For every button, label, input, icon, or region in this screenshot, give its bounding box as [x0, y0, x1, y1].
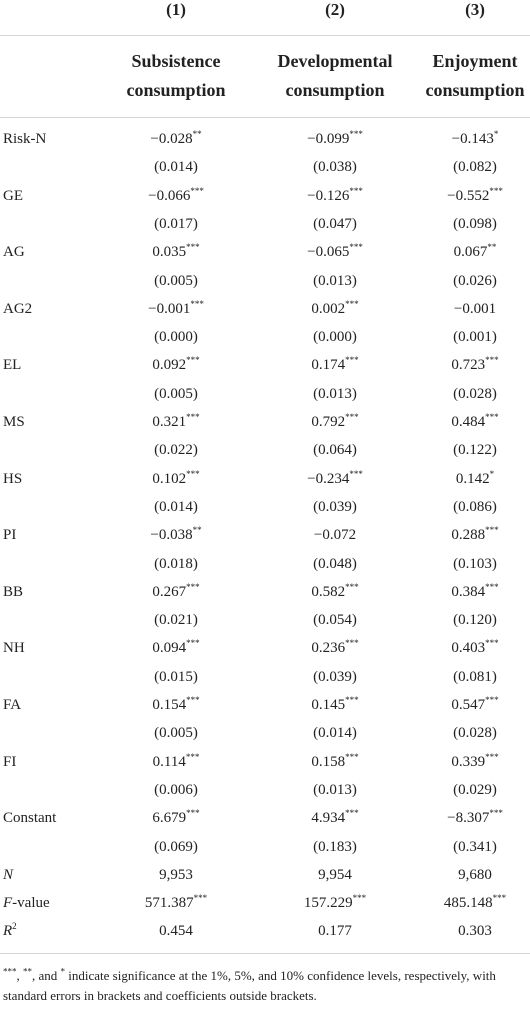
coef-stars: *** [485, 638, 499, 649]
se-cell: (0.064) [313, 442, 357, 459]
se-cell: (0.000) [154, 329, 198, 346]
se-cell: (0.054) [313, 612, 357, 629]
se-cell: (0.183) [313, 838, 357, 855]
se-cell: (0.005) [154, 725, 198, 742]
col-number-2: (2) [325, 0, 345, 19]
se-cell: (0.001) [453, 329, 497, 346]
coef-value: −0.001 [453, 300, 497, 317]
footnote-sup-2: ** [23, 966, 32, 977]
coef-stars: *** [489, 808, 503, 819]
stat-symbol: F [3, 895, 13, 912]
coef-stars: *** [186, 581, 200, 592]
col-title-3-line1: Enjoyment [432, 51, 518, 71]
stat-label [3, 923, 17, 940]
row-label: FI [3, 753, 17, 770]
se-cell: (0.038) [313, 159, 357, 176]
stat-cell [86, 895, 266, 912]
coef-stars: * [489, 468, 495, 479]
footnote-sup-3: * [60, 966, 66, 977]
stat-label [3, 867, 13, 884]
se-cell: (0.018) [154, 555, 198, 572]
coef-cell [385, 468, 530, 488]
coef-cell [86, 468, 266, 488]
se-cell: (0.013) [313, 272, 357, 289]
stat-cell [385, 867, 530, 884]
coef-stars: *** [349, 185, 363, 196]
coef-value: 6.679 [152, 810, 187, 827]
row-label: EL [3, 357, 22, 374]
se-cell: (0.029) [453, 781, 497, 798]
stat-value: 9,953 [159, 866, 193, 883]
coef-value: −0.143 [451, 131, 494, 147]
se-cell: (0.000) [313, 329, 357, 346]
table-rule-bottom [0, 953, 530, 954]
coef-stars: *** [489, 185, 503, 196]
coef-stars: *** [345, 751, 359, 762]
se-cell: (0.014) [154, 498, 198, 515]
coef-stars: *** [186, 242, 200, 253]
se-cell: (0.017) [154, 215, 198, 232]
coef-stars: *** [185, 751, 200, 762]
footnote-sep-2: , and [32, 968, 61, 983]
coef-cell [86, 697, 266, 714]
coef-stars: ** [192, 129, 202, 139]
se-cell: (0.069) [154, 838, 198, 855]
stat-label [3, 895, 50, 912]
coef-stars: *** [349, 468, 363, 479]
coef-cell [385, 357, 530, 374]
se-cell: (0.081) [453, 668, 497, 685]
se-cell: (0.013) [313, 385, 357, 402]
col-title-1 [86, 47, 266, 105]
se-cell: (0.014) [154, 159, 198, 176]
se-cell: (0.028) [453, 385, 497, 402]
col-title-3-line2: consumption [425, 80, 525, 100]
stat-stars: *** [352, 893, 367, 904]
coef-stars: *** [485, 355, 499, 366]
se-cell: (0.028) [453, 725, 497, 742]
se-cell: (0.039) [313, 668, 357, 685]
row-label: AG [3, 244, 25, 261]
coef-cell [86, 810, 266, 827]
se-cell: (0.120) [453, 612, 497, 629]
coef-stars: *** [349, 242, 363, 253]
row-label: MS [3, 414, 25, 430]
coef-value: 0.582 [311, 583, 346, 600]
coef-value: 0.114 [152, 753, 186, 770]
coef-stars: *** [349, 129, 363, 139]
coef-stars: *** [345, 808, 359, 819]
row-label: Constant [3, 810, 57, 827]
coef-cell [86, 298, 266, 318]
coef-stars: *** [485, 581, 499, 592]
col-title-2-line2: consumption [285, 80, 385, 100]
coef-cell [385, 414, 530, 431]
coef-stars: *** [345, 638, 359, 649]
coef-cell [86, 185, 266, 205]
coef-value: 0.154 [152, 697, 187, 713]
stat-value: 0.454 [159, 923, 193, 940]
se-cell: (0.048) [313, 555, 357, 572]
header-rule-top [0, 35, 530, 36]
coef-cell [86, 527, 266, 544]
coef-value: 0.267 [152, 583, 187, 600]
footnote-text: indicate significance at the 1%, 5%, and 10% confidence levels, respectively, with standard errors in brackets and coefficients outside brackets. [3, 968, 496, 1003]
coef-value: −0.001 [148, 300, 191, 317]
coef-stars: *** [345, 412, 359, 422]
coef-value: −0.099 [307, 131, 350, 147]
coef-value: 0.067 [453, 244, 488, 261]
coef-value: 0.092 [152, 357, 187, 374]
coef-stars: * [493, 129, 499, 139]
coef-cell [385, 581, 530, 601]
row-label: Risk-N [3, 131, 47, 147]
stat-value: 0.303 [458, 923, 492, 940]
coef-value: 0.792 [311, 414, 346, 430]
coef-value: −0.028 [150, 131, 193, 147]
coef-cell [385, 697, 530, 714]
coef-cell [86, 357, 266, 374]
coef-stars: *** [345, 355, 359, 366]
stat-cell [86, 867, 266, 884]
coef-value: 0.723 [451, 357, 486, 374]
coef-value: 0.547 [451, 697, 486, 713]
coef-value: 0.321 [152, 414, 187, 430]
coef-cell [86, 751, 266, 771]
coef-value: 0.158 [311, 753, 346, 770]
coef-value: 0.145 [311, 697, 346, 713]
coef-value: −0.552 [447, 187, 490, 204]
coef-stars: *** [345, 695, 359, 705]
coef-cell [385, 301, 530, 318]
footnote-sep-1: , [16, 968, 23, 983]
stat-suffix: -value [12, 895, 50, 912]
stat-value: 9,954 [318, 866, 352, 883]
header-rule-bottom [0, 117, 530, 118]
coef-cell [385, 131, 530, 148]
coef-stars: *** [186, 412, 200, 422]
coef-stars: *** [186, 695, 200, 705]
se-cell: (0.005) [154, 272, 198, 289]
coef-stars: ** [487, 242, 497, 253]
coef-value: 0.403 [451, 640, 486, 657]
se-cell: (0.005) [154, 385, 198, 402]
row-label: FA [3, 697, 22, 713]
coef-value: 0.035 [152, 244, 187, 261]
coef-stars: *** [190, 185, 204, 196]
coef-stars: *** [186, 468, 200, 479]
coef-stars: *** [345, 581, 359, 592]
coef-stars: ** [192, 525, 202, 536]
coef-value: 4.934 [311, 810, 346, 827]
stat-cell [385, 923, 530, 940]
col-title-2-line1: Developmental [277, 51, 393, 71]
coef-value: −0.038 [150, 527, 193, 544]
stat-superscript: 2 [12, 921, 17, 932]
coef-stars: *** [345, 298, 359, 309]
se-cell: (0.082) [453, 159, 497, 176]
table-footnote [3, 966, 527, 1006]
se-cell: (0.021) [154, 612, 198, 629]
coef-value: 0.484 [451, 414, 486, 430]
se-cell: (0.098) [453, 215, 497, 232]
stat-stars: *** [492, 893, 507, 904]
coef-cell [86, 414, 266, 431]
stat-value: 157.229 [303, 895, 353, 912]
coef-cell [385, 810, 530, 827]
coef-cell [385, 751, 530, 771]
se-cell: (0.013) [313, 781, 357, 798]
se-cell: (0.026) [453, 272, 497, 289]
stat-value: 485.148 [443, 895, 493, 912]
coef-stars: *** [485, 751, 499, 762]
coef-value: −0.126 [307, 187, 350, 204]
coef-cell [385, 640, 530, 657]
coef-cell [385, 527, 530, 544]
coef-stars: *** [485, 525, 499, 536]
coef-cell [86, 640, 266, 657]
col-number-3: (3) [465, 0, 485, 19]
se-cell: (0.047) [313, 215, 357, 232]
se-cell: (0.039) [313, 498, 357, 515]
col-title-3 [385, 47, 530, 105]
se-cell: (0.015) [154, 668, 198, 685]
col-number-1: (1) [166, 0, 186, 19]
se-cell: (0.022) [154, 442, 198, 459]
coef-stars: *** [190, 298, 204, 309]
coef-stars: *** [186, 355, 200, 366]
coef-value: 0.002 [311, 300, 346, 317]
se-cell: (0.006) [154, 781, 198, 798]
stat-value: 9,680 [458, 866, 492, 883]
row-label: NH [3, 640, 25, 657]
coef-value: −8.307 [447, 810, 490, 827]
row-label: AG2 [3, 300, 33, 317]
footnote-sup-1: *** [3, 966, 17, 977]
coef-value: 0.288 [451, 527, 486, 544]
row-label: HS [3, 470, 23, 487]
coef-stars: *** [485, 412, 499, 422]
coef-cell [86, 244, 266, 261]
coef-value: −0.065 [307, 244, 350, 261]
se-cell: (0.086) [453, 498, 497, 515]
col-title-1-line2: consumption [126, 80, 226, 100]
coef-value: 0.236 [311, 640, 346, 657]
coef-stars: *** [186, 808, 200, 819]
row-label: BB [3, 583, 24, 600]
coef-value: 0.102 [152, 470, 187, 487]
coef-value: −0.072 [313, 527, 357, 544]
coef-value: 0.384 [451, 583, 486, 600]
coef-value: 0.142 [455, 470, 490, 487]
coef-value: 0.339 [451, 753, 486, 770]
coef-cell [385, 244, 530, 261]
coef-cell [86, 581, 266, 601]
coef-stars: *** [186, 638, 200, 649]
col-title-1-line1: Subsistence [131, 51, 221, 71]
se-cell: (0.103) [453, 555, 497, 572]
coef-value: 0.094 [152, 640, 187, 657]
row-label: PI [3, 527, 17, 544]
stat-stars: *** [193, 893, 208, 904]
stat-cell [385, 895, 530, 912]
se-cell: (0.341) [453, 838, 497, 855]
coef-value: −0.066 [148, 187, 191, 204]
coef-cell [86, 131, 266, 148]
coef-cell [385, 185, 530, 205]
stat-symbol: N [3, 866, 14, 883]
se-cell: (0.014) [313, 725, 357, 742]
coef-value: 0.174 [311, 357, 346, 374]
stat-value: 571.387 [144, 895, 194, 912]
row-label: GE [3, 187, 23, 204]
coef-value: −0.234 [307, 470, 350, 487]
stat-symbol: R [3, 923, 13, 940]
stat-value: 0.177 [318, 923, 352, 940]
se-cell: (0.122) [453, 442, 497, 459]
stat-cell [86, 923, 266, 940]
coef-stars: *** [485, 695, 499, 705]
